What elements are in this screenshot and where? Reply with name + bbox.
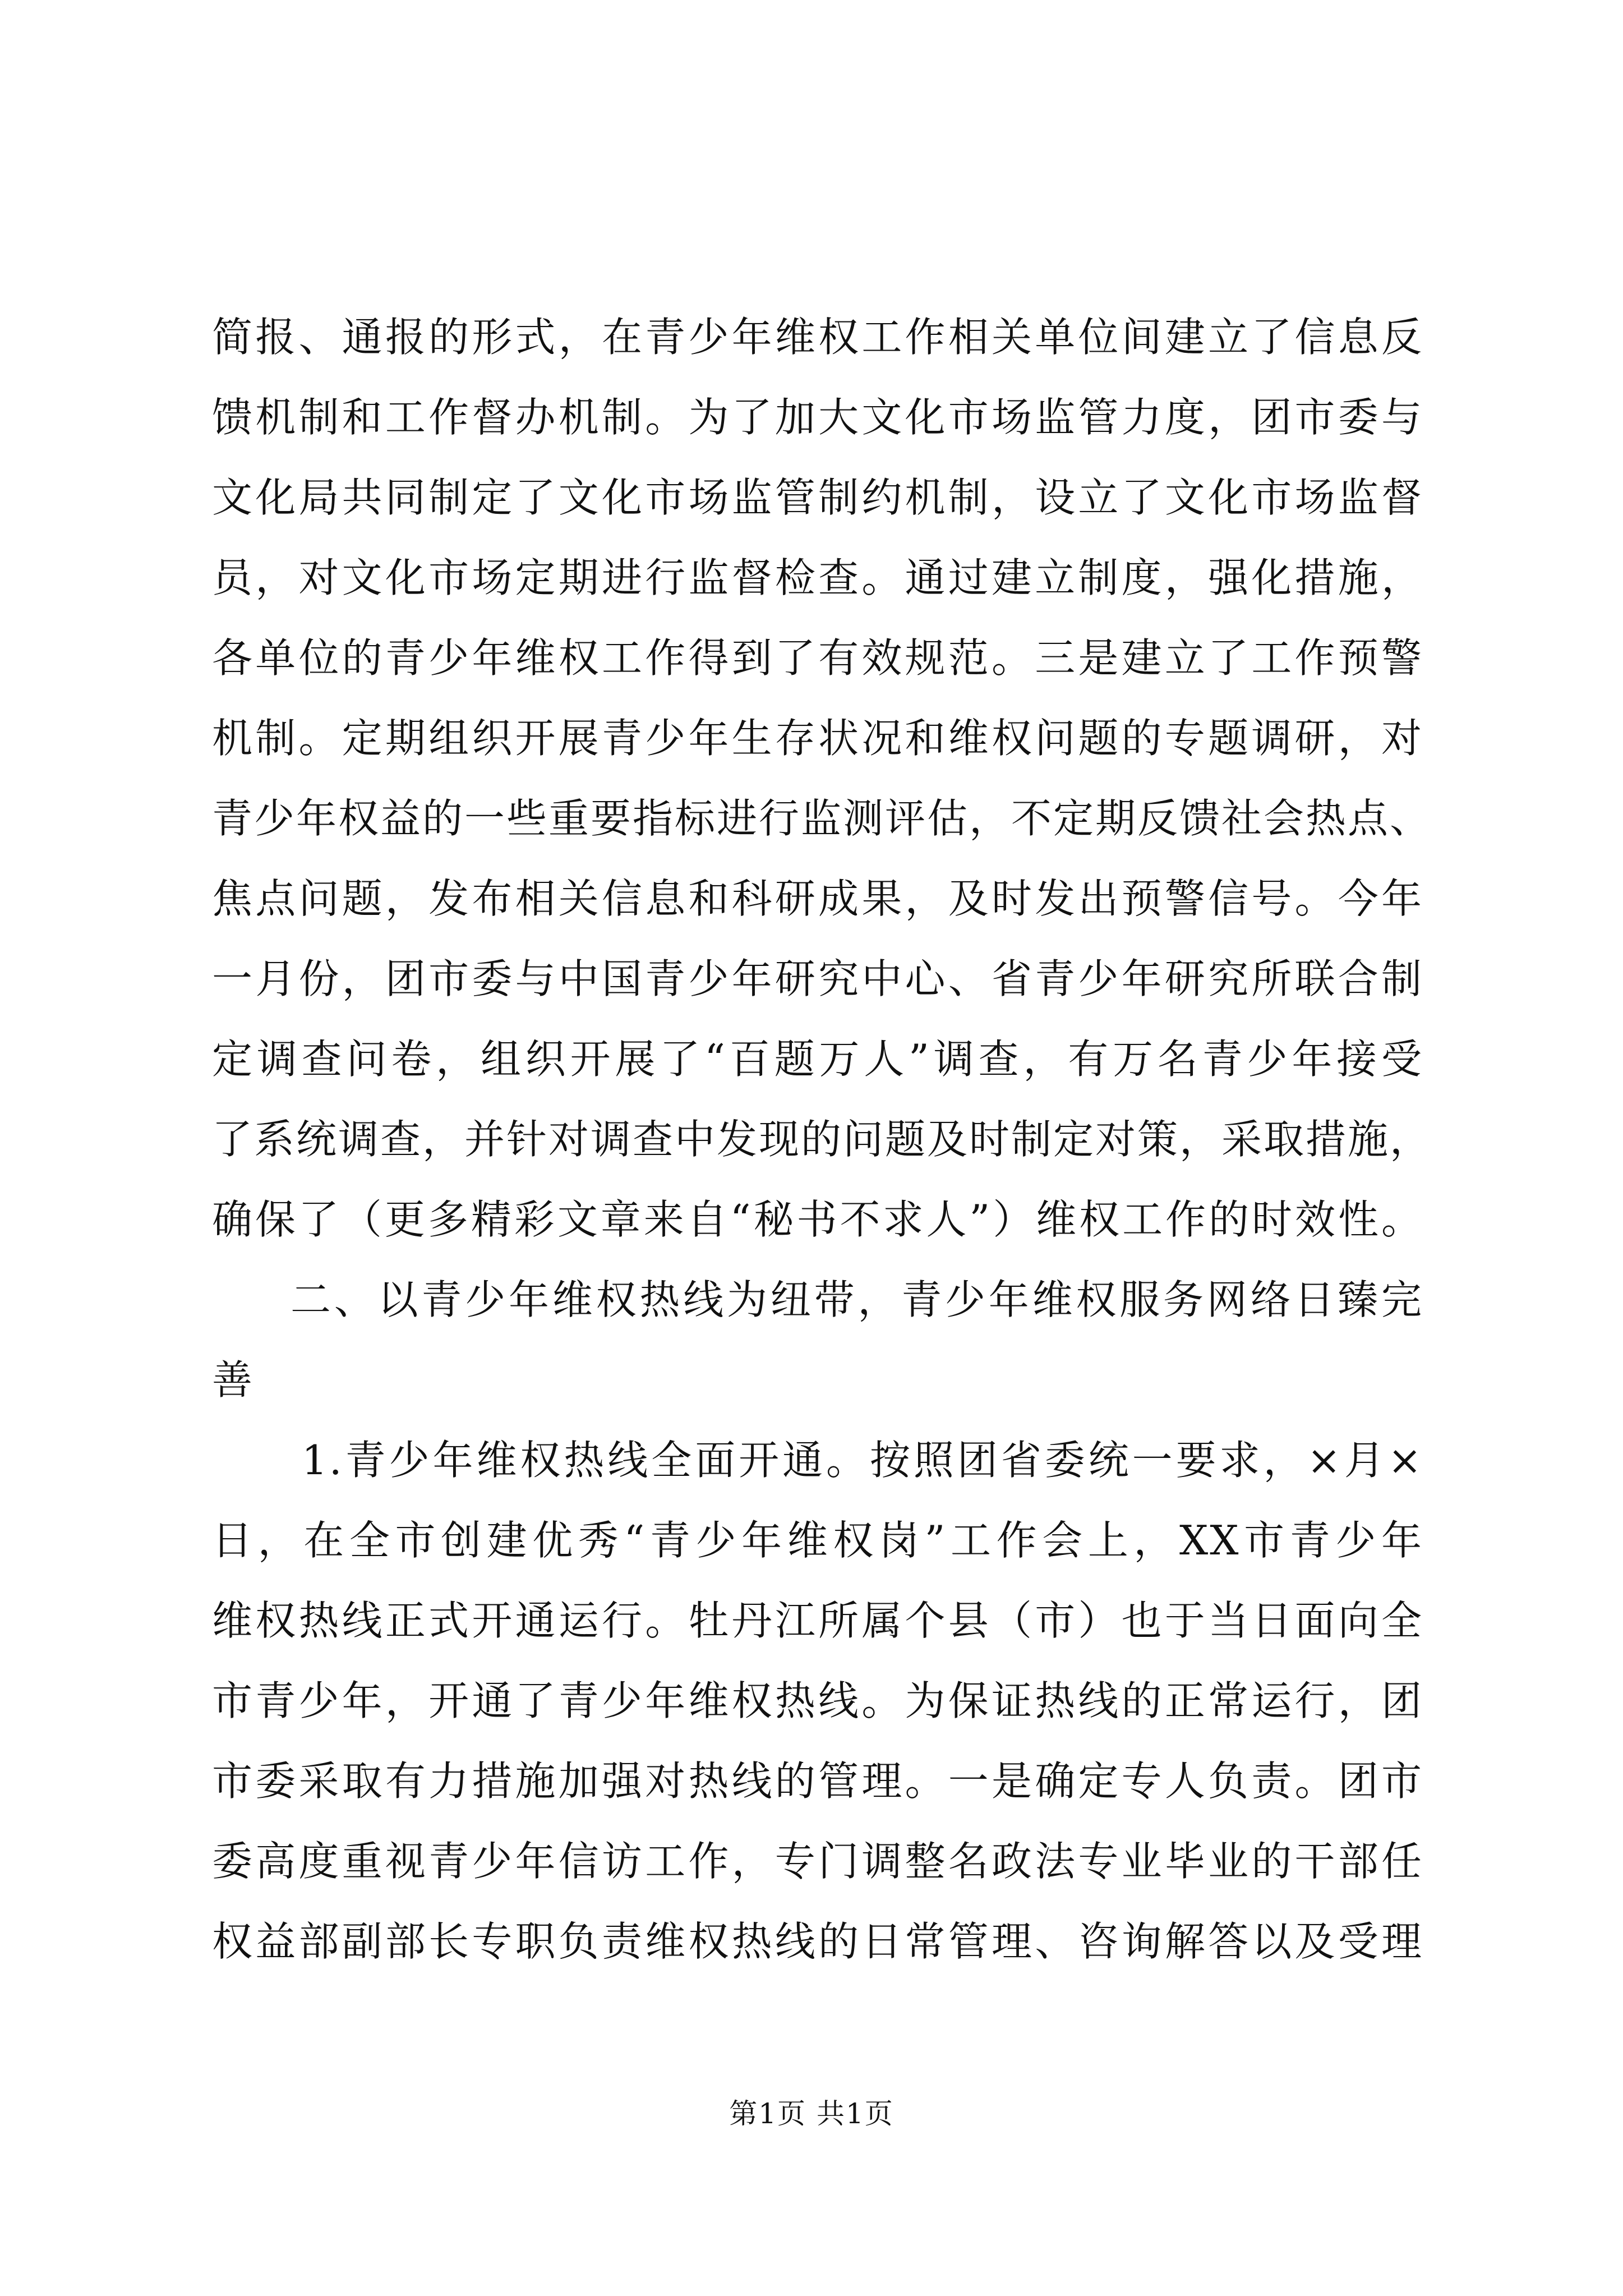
text-line: 简报、通报的形式，在青少年维权工作相关单位间建立了信息反 (212, 314, 1423, 361)
page-footer: 第1页 共1页 (729, 2097, 894, 2130)
text-line: 定调查问卷，组织开展了“百题万人”调查，有万名青少年接受 (212, 1036, 1423, 1083)
text-line: 焦点问题，发布相关信息和科研成果，及时发出预警信号。今年 (212, 875, 1423, 922)
text-line: 维权热线正式开通运行。牡丹江所属个县（市）也于当日面向全 (212, 1597, 1423, 1644)
text-line: 确保了（更多精彩文章来自“秘书不求人”）维权工作的时效性。 (212, 1196, 1423, 1243)
text-line: 青少年权益的一些重要指标进行监测评估，不定期反馈社会热点、 (212, 795, 1432, 842)
text-line: 日，在全市创建优秀“青少年维权岗”工作会上，XX市青少年 (212, 1517, 1423, 1564)
text-line: 权益部副部长专职负责维权热线的日常管理、咨询解答以及受理 (212, 1918, 1423, 1965)
text-line: 一月份，团市委与中国青少年研究中心、省青少年研究所联合制 (212, 955, 1423, 1002)
text-line: 各单位的青少年维权工作得到了有效规范。三是建立了工作预警 (212, 634, 1423, 682)
body-text (212, 297, 1432, 1982)
text-line: 文化局共同制定了文化市场监管制约机制，设立了文化市场监督 (212, 474, 1423, 521)
section-heading-continuation: 善 (212, 1356, 255, 1404)
text-line: 市委采取有力措施加强对热线的管理。一是确定专人负责。团市 (212, 1757, 1423, 1805)
text-line: 机制。定期组织开展青少年生存状况和维权问题的专题调研，对 (212, 715, 1423, 762)
text-line: 馈机制和工作督办机制。为了加大文化市场监管力度，团市委与 (212, 394, 1423, 441)
text-line: 市青少年，开通了青少年维权热线。为保证热线的正常运行，团 (212, 1677, 1423, 1724)
text-line: 了系统调查，并针对调查中发现的问题及时制定对策，采取措施， (212, 1116, 1432, 1163)
text-line: 员，对文化市场定期进行监督检查。通过建立制度，强化措施， (212, 554, 1423, 601)
text-line: 1.青少年维权热线全面开通。按照团省委统一要求，×月× (302, 1437, 1423, 1484)
text-line: 委高度重视青少年信访工作，专门调整名政法专业毕业的干部任 (212, 1838, 1423, 1885)
section-heading: 二、以青少年维权热线为纽带，青少年维权服务网络日臻完 (291, 1276, 1423, 1323)
